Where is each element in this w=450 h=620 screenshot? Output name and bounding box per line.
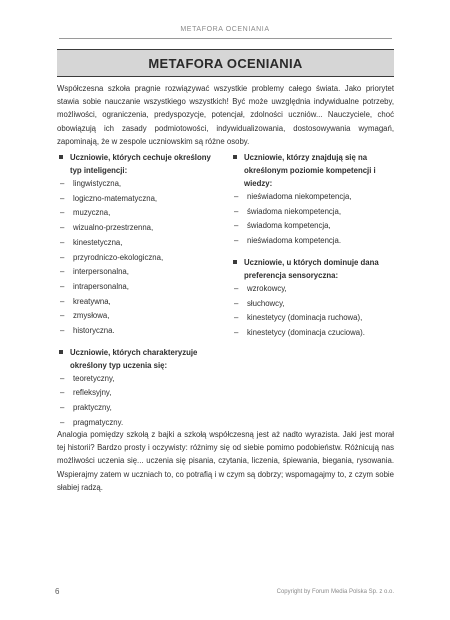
dash-bullet-icon: – (60, 281, 65, 291)
dash-bullet-icon: – (60, 267, 65, 277)
dash-bullet-icon: – (234, 236, 239, 246)
item-text: praktyczny, (73, 403, 112, 413)
item-text: przyrodniczo-ekologiczna, (73, 252, 164, 262)
sensory-preference-group (233, 256, 395, 341)
dash-bullet-icon: – (60, 193, 65, 203)
item-text: kinestetycy (dominacja czuciowa). (247, 327, 365, 337)
item-list (233, 282, 395, 341)
square-bullet-icon (233, 155, 237, 159)
copyright-notice: Copyright by Forum Media Polska Sp. z o.o. (276, 589, 394, 595)
dash-bullet-icon: – (234, 327, 239, 337)
list-item (233, 297, 395, 312)
item-text: świadoma kompetencja, (247, 221, 331, 231)
list-item (233, 190, 395, 205)
list-item (59, 324, 219, 339)
list-item (233, 326, 395, 341)
list-item (59, 221, 219, 236)
competence-levels-group (233, 151, 395, 249)
list-item (59, 206, 219, 221)
item-text: wizualno-przestrzenna, (73, 223, 154, 233)
header-divider (59, 38, 392, 39)
list-item (59, 372, 219, 387)
square-bullet-icon (233, 260, 237, 264)
group-title: Uczniowie, którzy znajdują się na określonym poziomie kompetencji i wiedzy: (244, 153, 376, 188)
item-text: interpersonalna, (73, 267, 129, 277)
square-bullet-icon (59, 350, 63, 354)
group-title: Uczniowie, których charakteryzuje określony typ uczenia się: (70, 347, 198, 370)
list-item (233, 205, 395, 220)
item-list (59, 177, 219, 339)
section-title: METAFORA OCENIANIA (57, 49, 394, 77)
dash-bullet-icon: – (60, 296, 65, 306)
dash-bullet-icon: – (234, 221, 239, 231)
running-header: METAFORA OCENIANIA (180, 26, 270, 33)
item-text: lingwistyczna, (73, 179, 122, 188)
list-item (233, 234, 395, 249)
item-text: refleksyjny, (73, 388, 112, 398)
item-text: intrapersonalna, (73, 281, 129, 291)
dash-bullet-icon: – (60, 326, 65, 336)
dash-bullet-icon: – (60, 388, 65, 398)
dash-bullet-icon: – (60, 373, 65, 383)
closing-paragraph: Analogia pomiędzy szkołą z bajki a szkołą współczesną jest aż nadto wyrazista. Jaki jest morał tej historii? Bardzo prosty i oczywisty: różnimy się od siebie pomimo podobieństw. Różnicują nas możliwości uczenia się... uczenia się pisania, czytania, liczenia, śpiewania, biegania, rysowania. Wspierajmy zatem w uczniach to, co potrafią i w czym są dobrzy; wspomagajmy to, z czym sobie słabiej radzą. (57, 430, 394, 492)
dash-bullet-icon: – (60, 417, 65, 427)
list-item (59, 295, 219, 310)
item-text: teoretyczny, (73, 373, 115, 383)
item-text: kinestetyczna, (73, 237, 123, 247)
item-text: pragmatyczny. (73, 417, 124, 427)
dash-bullet-icon: – (60, 223, 65, 233)
dash-bullet-icon: – (60, 403, 65, 413)
dash-bullet-icon: – (60, 237, 65, 247)
item-list (233, 190, 395, 249)
dash-bullet-icon: – (234, 283, 239, 293)
intelligence-types-group (59, 151, 219, 339)
dash-bullet-icon: – (234, 206, 239, 216)
left-column (59, 151, 219, 438)
item-text: kreatywna, (73, 296, 111, 306)
list-item (59, 309, 219, 324)
item-text: logiczno-matematyczna, (73, 193, 158, 203)
list-item (59, 177, 219, 192)
square-bullet-icon (59, 155, 63, 159)
list-item (59, 280, 219, 295)
list-item (233, 311, 395, 326)
dash-bullet-icon: – (60, 311, 65, 321)
right-column (233, 151, 395, 348)
dash-bullet-icon: – (234, 298, 239, 308)
dash-bullet-icon: – (234, 192, 239, 201)
dash-bullet-icon: – (60, 208, 65, 218)
item-text: historyczna. (73, 326, 115, 336)
item-text: kinestetycy (dominacja ruchowa), (247, 313, 363, 323)
list-item (59, 265, 219, 280)
list-item (233, 219, 395, 234)
item-text: zmysłowa, (73, 311, 110, 321)
item-text: nieświadoma niekompetencja, (247, 192, 352, 201)
group-title: Uczniowie, u których dominuje dana preferencja sensoryczna: (244, 257, 379, 280)
item-text: nieświadoma kompetencja. (247, 236, 342, 246)
list-item (233, 282, 395, 297)
list-item (59, 386, 219, 401)
list-item (59, 251, 219, 266)
list-item (59, 236, 219, 251)
learning-types-group (59, 346, 219, 431)
page-number: 6 (55, 587, 60, 596)
list-item (59, 192, 219, 207)
item-text: wzrokowcy, (247, 283, 287, 293)
dash-bullet-icon: – (60, 179, 65, 188)
list-item (59, 401, 219, 416)
intro-paragraph: Współczesna szkoła pragnie rozwiązywać wszystkie problemy całego świata. Jako priorytet stawia sobie nauczanie wszystkiego wszystkich! Być może uwzględnia indywidualne potrzeby, możliwości, ograniczenia, predyspozycje, potencjał, zdolności uczniów... Nauczyciele, choć obowiązują ich zasady podmiotowości, indywidualizowania, dostosowywania wymagań, zapominają, że w zespole uczniowskim są różne osoby. (57, 84, 394, 146)
item-text: słuchowcy, (247, 298, 285, 308)
item-text: świadoma niekompetencja, (247, 206, 342, 216)
dash-bullet-icon: – (234, 313, 239, 323)
group-title: Uczniowie, których cechuje określony typ inteligencji: (70, 153, 211, 175)
dash-bullet-icon: – (60, 252, 65, 262)
item-list (59, 372, 219, 431)
item-text: muzyczna, (73, 208, 111, 218)
